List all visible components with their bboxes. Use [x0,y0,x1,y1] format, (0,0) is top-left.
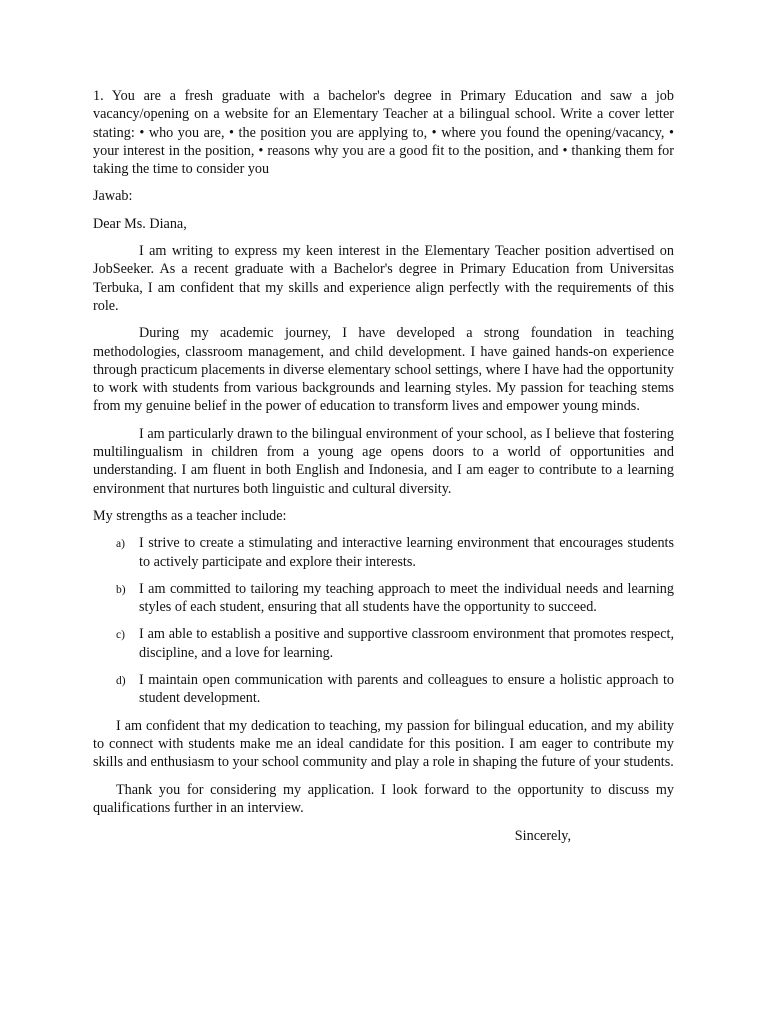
question-text: 1. You are a fresh graduate with a bachelor's degree in Primary Education and saw a job vacancy/opening on a website for an Elementary Teacher at a bilingual school. Write a cover letter stating: • who you are, • the position you are applying to, • where you found the opening/vacancy, • your interest in the position, • reasons why you are a good fit to the position, and • thanking them for taking the time to consider you [93,88,674,178]
list-item-text: I am able to establish a positive and supportive classroom environment that promotes respect, discipline, and a love for learning. [139,626,674,661]
list-marker: a) [116,538,125,551]
letter-paragraph-experience: During my academic journey, I have developed a strong foundation in teaching methodologies, classroom management, and child development. I have gained hands-on experience through practicum placements in diverse elementary school settings, where I have had the opportunity to work with students from various backgrounds and learning styles. My passion for teaching stems from my genuine belief in the power of education to transform lives and empower young minds. [93,325,674,415]
list-item-text: I strive to create a stimulating and interactive learning environment that encourages students to actively participate and explore their interests. [139,535,674,570]
list-item-text: I maintain open communication with parents and colleagues to ensure a holistic approach to student development. [139,672,674,707]
strengths-intro: My strengths as a teacher include: [93,507,287,524]
list-marker: d) [116,675,126,688]
strengths-list [93,534,674,707]
list-marker: b) [116,583,126,596]
letter-paragraph-bilingual: I am particularly drawn to the bilingual environment of your school, as I believe that fostering multilingualism in children from a young age opens doors to a world of opportunities and understanding. I am fluent in both English and Indonesia, and I am eager to contribute to a learning environment that nurtures both linguistic and cultural diversity. [93,425,674,497]
letter-paragraph-thanks: Thank you for considering my application. I look forward to the opportunity to discuss my qualifications further in an interview. [93,781,674,816]
answer-label: Jawab: [93,188,133,205]
letter-closing: Sincerely, [514,828,571,845]
letter-paragraph-conclusion: I am confident that my dedication to teaching, my passion for bilingual education, and my ability to connect with students make me an ideal candidate for this position. I am eager to contribute my skills and enthusiasm to your school community and play a role in shaping the future of your students. [93,717,674,771]
letter-salutation: Dear Ms. Diana, [93,215,187,232]
list-item [93,671,674,708]
list-marker: c) [116,629,125,642]
list-item [93,625,674,662]
list-item [93,580,674,617]
letter-paragraph-intro: I am writing to express my keen interest in the Elementary Teacher position advertised on JobSeeker. As a recent graduate with a Bachelor's degree in Primary Education from Universitas Terbuka, I am confident that my skills and experience align perfectly with the requirements of this role. [93,243,674,314]
list-item [93,534,674,571]
list-item-text: I am committed to tailoring my teaching approach to meet the individual needs and learning styles of each student, ensuring that all students have the opportunity to succeed. [139,580,674,616]
